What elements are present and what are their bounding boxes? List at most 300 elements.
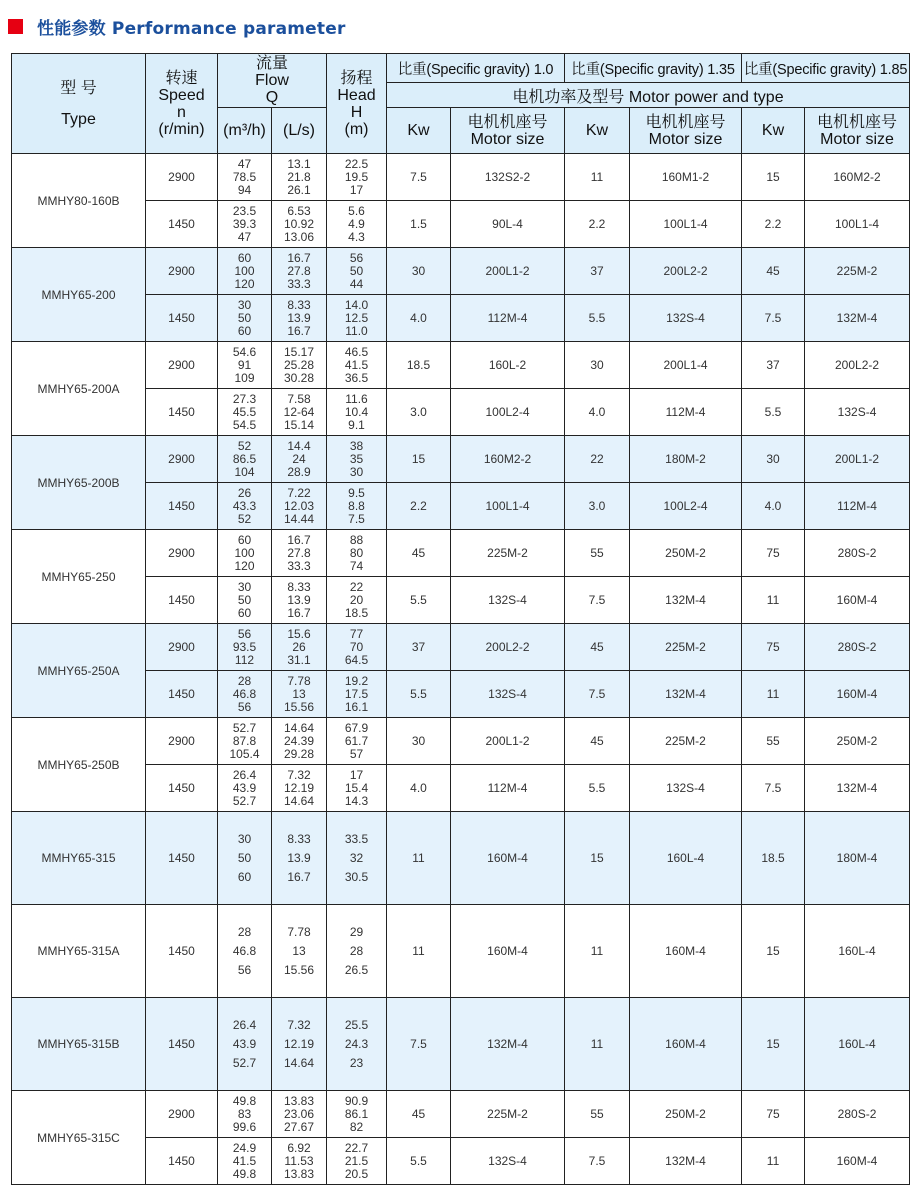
kw-cell: 45 <box>565 718 630 765</box>
kw-cell: 5.5 <box>565 295 630 342</box>
header-kw-1: Kw <box>387 108 451 154</box>
kw-cell: 45 <box>565 624 630 671</box>
flow-m3h-cell <box>218 154 272 201</box>
section-title <box>8 13 346 39</box>
table-row <box>12 765 910 812</box>
kw-cell: 37 <box>565 248 630 295</box>
kw-cell: 11 <box>742 1138 805 1185</box>
table-row <box>12 154 910 201</box>
cell-value: 104 <box>234 464 255 479</box>
motor-size-cell: 200L2-2 <box>451 624 565 671</box>
kw-cell: 15 <box>387 436 451 483</box>
table-row <box>12 530 910 577</box>
flow-ls-cell <box>272 671 327 718</box>
cell-value: 99.6 <box>232 1119 257 1134</box>
kw-cell: 75 <box>742 624 805 671</box>
motor-size-cell: 280S-2 <box>805 624 910 671</box>
cell-value: 21.5 <box>344 1153 369 1168</box>
model-type: MMHY65-250A <box>12 624 146 718</box>
speed-cell: 2900 <box>146 154 218 201</box>
cell-value: 28 <box>349 943 364 958</box>
cell-value: 20 <box>349 592 364 607</box>
cell-value: 100 <box>234 263 255 278</box>
model-type: MMHY65-315 <box>12 812 146 905</box>
motor-size-cell: 200L2-2 <box>805 342 910 389</box>
flow-m3h-cell <box>218 389 272 436</box>
cell-value: 14.0 <box>344 297 369 312</box>
table-row <box>12 389 910 436</box>
cell-value: 47 <box>237 156 252 171</box>
motor-size-cell: 200L1-2 <box>451 248 565 295</box>
header-speed-en: Speed <box>158 86 205 104</box>
cell-value: 30.5 <box>344 869 369 884</box>
head-cell <box>327 577 387 624</box>
motor-size-cell: 225M-2 <box>805 248 910 295</box>
cell-value: 41.5 <box>232 1153 257 1168</box>
flow-ls-cell <box>272 389 327 436</box>
cell-value: 7.22 <box>287 485 311 500</box>
cell-value: 52.7 <box>232 720 257 735</box>
motor-size-cell: 132M-4 <box>630 577 742 624</box>
head-cell <box>327 154 387 201</box>
cell-value: 14.3 <box>344 793 369 808</box>
speed-cell: 2900 <box>146 624 218 671</box>
model-type: MMHY65-315B <box>12 998 146 1091</box>
head-cell <box>327 1138 387 1185</box>
kw-cell: 30 <box>387 718 451 765</box>
cell-value: 17.5 <box>344 686 369 701</box>
motor-size-cell: 100L2-4 <box>630 483 742 530</box>
motor-size-cell: 160M-4 <box>451 812 565 905</box>
cell-value: 30 <box>237 831 252 846</box>
motor-size-cell: 160L-4 <box>805 998 910 1091</box>
motor-size-cell: 112M-4 <box>630 389 742 436</box>
head-cell <box>327 389 387 436</box>
cell-value: 50 <box>237 310 252 325</box>
cell-value: 60 <box>237 323 252 338</box>
cell-value: 27.67 <box>283 1119 315 1134</box>
cell-value: 46.8 <box>232 943 257 958</box>
cell-value: 74 <box>349 558 364 573</box>
cell-value: 6.92 <box>287 1140 311 1155</box>
cell-value: 26.5 <box>344 962 369 977</box>
table-row <box>12 998 910 1091</box>
motor-size-cell: 160M-4 <box>805 671 910 718</box>
flow-ls-cell <box>272 998 327 1091</box>
speed-cell: 1450 <box>146 765 218 812</box>
cell-value: 43.9 <box>232 780 257 795</box>
table-row <box>12 483 910 530</box>
speed-cell: 2900 <box>146 1091 218 1138</box>
model-type: MMHY65-200A <box>12 342 146 436</box>
cell-value: 80 <box>349 545 364 560</box>
kw-cell: 11 <box>565 154 630 201</box>
kw-cell: 22 <box>565 436 630 483</box>
kw-cell: 7.5 <box>742 295 805 342</box>
kw-cell: 3.0 <box>565 483 630 530</box>
header-flow-unit-ls: (L/s) <box>272 108 327 154</box>
cell-value: 6.53 <box>287 203 311 218</box>
cell-value: 13.83 <box>283 1166 315 1181</box>
cell-value: 83 <box>237 1106 252 1121</box>
flow-m3h-cell <box>218 342 272 389</box>
cell-value: 24.9 <box>232 1140 257 1155</box>
kw-cell: 11 <box>565 998 630 1091</box>
cell-value: 31.1 <box>287 652 311 667</box>
flow-ls-cell <box>272 342 327 389</box>
kw-cell: 37 <box>387 624 451 671</box>
cell-value: 52.7 <box>232 793 257 808</box>
flow-ls-cell <box>272 201 327 248</box>
cell-value: 28.9 <box>287 464 311 479</box>
cell-value: 7.78 <box>287 673 311 688</box>
flow-m3h-cell <box>218 905 272 998</box>
motor-size-cell: 132S-4 <box>451 1138 565 1185</box>
cell-value: 21.8 <box>287 169 311 184</box>
speed-cell: 1450 <box>146 295 218 342</box>
cell-value: 32 <box>349 850 364 865</box>
kw-cell: 15 <box>565 812 630 905</box>
motor-size-cell: 250M-2 <box>630 1091 742 1138</box>
header-head-sym: H <box>350 103 363 121</box>
cell-value: 52.7 <box>232 1055 257 1070</box>
cell-value: 12.19 <box>283 1036 315 1051</box>
cell-value: 19.2 <box>344 673 369 688</box>
kw-cell: 5.5 <box>742 389 805 436</box>
head-cell <box>327 342 387 389</box>
head-cell <box>327 812 387 905</box>
cell-value: 13 <box>292 943 306 958</box>
cell-value: 11.53 <box>284 1153 314 1168</box>
cell-value: 4.3 <box>348 229 365 244</box>
cell-value: 14.64 <box>283 720 315 735</box>
head-cell <box>327 998 387 1091</box>
kw-cell: 4.0 <box>742 483 805 530</box>
motor-size-cell: 250M-2 <box>805 718 910 765</box>
header-motor-size-en: Motor size <box>648 130 723 148</box>
cell-value: 14.44 <box>283 511 315 526</box>
kw-cell: 11 <box>742 671 805 718</box>
cell-value: 105.4 <box>229 746 260 761</box>
flow-m3h-cell <box>218 765 272 812</box>
head-cell <box>327 671 387 718</box>
model-type: MMHY65-250B <box>12 718 146 812</box>
kw-cell: 37 <box>742 342 805 389</box>
head-cell <box>327 905 387 998</box>
kw-cell: 3.0 <box>387 389 451 436</box>
motor-size-cell: 132S-4 <box>451 577 565 624</box>
motor-size-cell: 160L-4 <box>630 812 742 905</box>
cell-value: 56 <box>349 250 364 265</box>
cell-value: 50 <box>237 850 252 865</box>
kw-cell: 4.0 <box>387 295 451 342</box>
cell-value: 18.5 <box>344 605 369 620</box>
speed-cell: 1450 <box>146 905 218 998</box>
kw-cell: 4.0 <box>387 765 451 812</box>
flow-m3h-cell <box>218 718 272 765</box>
head-cell <box>327 718 387 765</box>
kw-cell: 7.5 <box>387 998 451 1091</box>
motor-size-cell: 112M-4 <box>451 765 565 812</box>
kw-cell: 7.5 <box>565 577 630 624</box>
head-cell <box>327 624 387 671</box>
flow-ls-cell <box>272 483 327 530</box>
motor-size-cell: 100L1-4 <box>451 483 565 530</box>
cell-value: 64.5 <box>344 652 369 667</box>
cell-value: 38 <box>349 438 364 453</box>
cell-value: 15.56 <box>283 699 315 714</box>
header-flow-sym: Q <box>265 89 279 106</box>
flow-m3h-cell <box>218 483 272 530</box>
cell-value: 49.8 <box>232 1166 257 1181</box>
cell-value: 7.5 <box>348 511 365 526</box>
header-motor-size-1 <box>451 108 565 154</box>
kw-cell: 30 <box>742 436 805 483</box>
table-row <box>12 577 910 624</box>
model-type: MMHY80-160B <box>12 154 146 248</box>
speed-cell: 2900 <box>146 530 218 577</box>
header-type-en: Type <box>61 110 96 128</box>
cell-value: 78.5 <box>232 169 257 184</box>
cell-value: 24.39 <box>283 733 315 748</box>
flow-ls-cell <box>272 624 327 671</box>
motor-size-cell: 132M-4 <box>630 671 742 718</box>
flow-ls-cell <box>272 577 327 624</box>
cell-value: 41.5 <box>344 357 369 372</box>
cell-value: 86.1 <box>344 1106 369 1121</box>
speed-cell: 1450 <box>146 577 218 624</box>
model-type: MMHY65-200B <box>12 436 146 530</box>
header-kw-3: Kw <box>742 108 805 154</box>
cell-value: 20.5 <box>344 1166 369 1181</box>
flow-m3h-cell <box>218 436 272 483</box>
cell-value: 16.7 <box>287 605 311 620</box>
cell-value: 28 <box>237 673 252 688</box>
head-cell <box>327 530 387 577</box>
flow-ls-cell <box>272 436 327 483</box>
flow-ls-cell <box>272 905 327 998</box>
flow-ls-cell <box>272 295 327 342</box>
cell-value: 17 <box>349 182 364 197</box>
cell-value: 100 <box>234 545 255 560</box>
cell-value: 16.1 <box>344 699 369 714</box>
motor-size-cell: 132M-4 <box>805 295 910 342</box>
cell-value: 60 <box>237 532 252 547</box>
cell-value: 52 <box>237 511 252 526</box>
cell-value: 26.4 <box>232 1017 257 1032</box>
flow-m3h-cell <box>218 248 272 295</box>
cell-value: 14.4 <box>287 438 311 453</box>
cell-value: 45.5 <box>232 404 257 419</box>
cell-value: 47 <box>237 229 252 244</box>
cell-value: 39.3 <box>232 216 257 231</box>
motor-size-cell: 160M-4 <box>805 1138 910 1185</box>
head-cell <box>327 436 387 483</box>
kw-cell: 7.5 <box>565 671 630 718</box>
speed-cell: 1450 <box>146 671 218 718</box>
cell-value: 15.56 <box>283 962 315 977</box>
header-flow <box>218 54 327 108</box>
cell-value: 25.28 <box>283 357 315 372</box>
cell-value: 15.6 <box>287 626 311 641</box>
head-cell <box>327 248 387 295</box>
cell-value: 15.17 <box>283 344 315 359</box>
flow-ls-cell <box>272 248 327 295</box>
motor-size-cell: 280S-2 <box>805 530 910 577</box>
header-speed-unit: (r/min) <box>158 120 205 138</box>
kw-cell: 15 <box>742 154 805 201</box>
cell-value: 33.3 <box>287 276 311 291</box>
cell-value: 60 <box>237 605 252 620</box>
cell-value: 67.9 <box>344 720 369 735</box>
motor-size-cell: 200L1-2 <box>805 436 910 483</box>
performance-table <box>11 53 910 1185</box>
header-type-cn: 型 号 <box>60 79 97 97</box>
header-motor-power-type: 电机功率及型号 Motor power and type <box>387 83 910 108</box>
speed-cell: 2900 <box>146 436 218 483</box>
cell-value: 93.5 <box>232 639 257 654</box>
cell-value: 109 <box>234 370 255 385</box>
cell-value: 15.4 <box>344 780 369 795</box>
motor-size-cell: 200L2-2 <box>630 248 742 295</box>
header-motor-size-cn: 电机机座号 <box>645 113 726 131</box>
motor-size-cell: 112M-4 <box>451 295 565 342</box>
table-row <box>12 436 910 483</box>
cell-value: 9.1 <box>348 417 365 432</box>
flow-ls-cell <box>272 812 327 905</box>
header-flow-unit-m3h: (m³/h) <box>218 108 272 154</box>
cell-value: 7.58 <box>287 391 311 406</box>
table-row <box>12 201 910 248</box>
kw-cell: 11 <box>387 905 451 998</box>
cell-value: 112 <box>234 652 255 667</box>
flow-ls-cell <box>272 1091 327 1138</box>
cell-value: 13 <box>292 686 306 701</box>
cell-value: 27.3 <box>232 391 257 406</box>
header-gravity-1: 比重(Specific gravity) 1.0 <box>387 54 565 83</box>
cell-value: 8.33 <box>287 831 311 846</box>
kw-cell: 11 <box>565 905 630 998</box>
cell-value: 25.5 <box>344 1017 369 1032</box>
cell-value: 12.5 <box>344 310 369 325</box>
speed-cell: 1450 <box>146 1138 218 1185</box>
cell-value: 30 <box>349 464 364 479</box>
cell-value: 7.78 <box>287 924 311 939</box>
model-type: MMHY65-250 <box>12 530 146 624</box>
motor-size-cell: 225M-2 <box>451 530 565 577</box>
motor-size-cell: 160M-4 <box>630 998 742 1091</box>
cell-value: 22.7 <box>344 1140 369 1155</box>
speed-cell: 1450 <box>146 998 218 1091</box>
head-cell <box>327 1091 387 1138</box>
cell-value: 44 <box>349 276 364 291</box>
cell-value: 12.19 <box>283 780 315 795</box>
cell-value: 120 <box>234 276 255 291</box>
kw-cell: 45 <box>387 1091 451 1138</box>
motor-size-cell: 160L-2 <box>451 342 565 389</box>
cell-value: 23 <box>349 1055 364 1070</box>
cell-value: 29.28 <box>283 746 315 761</box>
head-cell <box>327 295 387 342</box>
header-motor-size-en: Motor size <box>470 130 545 148</box>
flow-m3h-cell <box>218 671 272 718</box>
flow-m3h-cell <box>218 201 272 248</box>
header-head-unit: (m) <box>344 120 369 138</box>
cell-value: 33.5 <box>344 831 369 846</box>
model-type: MMHY65-315A <box>12 905 146 998</box>
speed-cell: 1450 <box>146 201 218 248</box>
motor-size-cell: 200L1-2 <box>451 718 565 765</box>
cell-value: 8.8 <box>348 498 365 513</box>
flow-ls-cell <box>272 718 327 765</box>
header-speed <box>146 54 218 154</box>
head-cell <box>327 201 387 248</box>
header-motor-size-2 <box>630 108 742 154</box>
cell-value: 24.3 <box>344 1036 369 1051</box>
table-row <box>12 248 910 295</box>
motor-size-cell: 180M-2 <box>630 436 742 483</box>
motor-size-cell: 132S-4 <box>630 765 742 812</box>
cell-value: 5.6 <box>348 203 365 218</box>
speed-cell: 1450 <box>146 812 218 905</box>
motor-size-cell: 160L-4 <box>805 905 910 998</box>
table-row <box>12 342 910 389</box>
cell-value: 46.5 <box>344 344 369 359</box>
cell-value: 43.3 <box>232 498 257 513</box>
cell-value: 90.9 <box>344 1093 369 1108</box>
table-row <box>12 1091 910 1138</box>
motor-size-cell: 225M-2 <box>451 1091 565 1138</box>
motor-size-cell: 100L1-4 <box>630 201 742 248</box>
kw-cell: 15 <box>742 998 805 1091</box>
kw-cell: 4.0 <box>565 389 630 436</box>
cell-value: 19.5 <box>344 169 369 184</box>
cell-value: 30.28 <box>283 370 315 385</box>
kw-cell: 30 <box>565 342 630 389</box>
kw-cell: 15 <box>742 905 805 998</box>
flow-ls-cell <box>272 154 327 201</box>
cell-value: 56 <box>237 699 252 714</box>
cell-value: 49.8 <box>232 1093 257 1108</box>
kw-cell: 5.5 <box>387 577 451 624</box>
header-flow-en: Flow <box>255 72 289 89</box>
cell-value: 27.8 <box>287 263 311 278</box>
cell-value: 22 <box>349 579 364 594</box>
cell-value: 10.4 <box>344 404 369 419</box>
flow-m3h-cell <box>218 530 272 577</box>
cell-value: 60 <box>237 869 252 884</box>
cell-value: 16.7 <box>287 869 311 884</box>
motor-size-cell: 160M1-2 <box>630 154 742 201</box>
cell-value: 56 <box>237 962 252 977</box>
kw-cell: 75 <box>742 530 805 577</box>
cell-value: 29 <box>349 924 364 939</box>
kw-cell: 30 <box>387 248 451 295</box>
cell-value: 54.6 <box>232 344 257 359</box>
cell-value: 91 <box>237 357 252 372</box>
cell-value: 70 <box>349 639 364 654</box>
speed-cell: 2900 <box>146 248 218 295</box>
motor-size-cell: 160M-4 <box>630 905 742 998</box>
cell-value: 13.06 <box>283 229 315 244</box>
motor-size-cell: 160M-4 <box>451 905 565 998</box>
flow-m3h-cell <box>218 998 272 1091</box>
flow-m3h-cell <box>218 295 272 342</box>
flow-ls-cell <box>272 530 327 577</box>
cell-value: 13.9 <box>287 592 311 607</box>
cell-value: 12-64 <box>283 404 315 419</box>
cell-value: 11.0 <box>345 323 368 338</box>
